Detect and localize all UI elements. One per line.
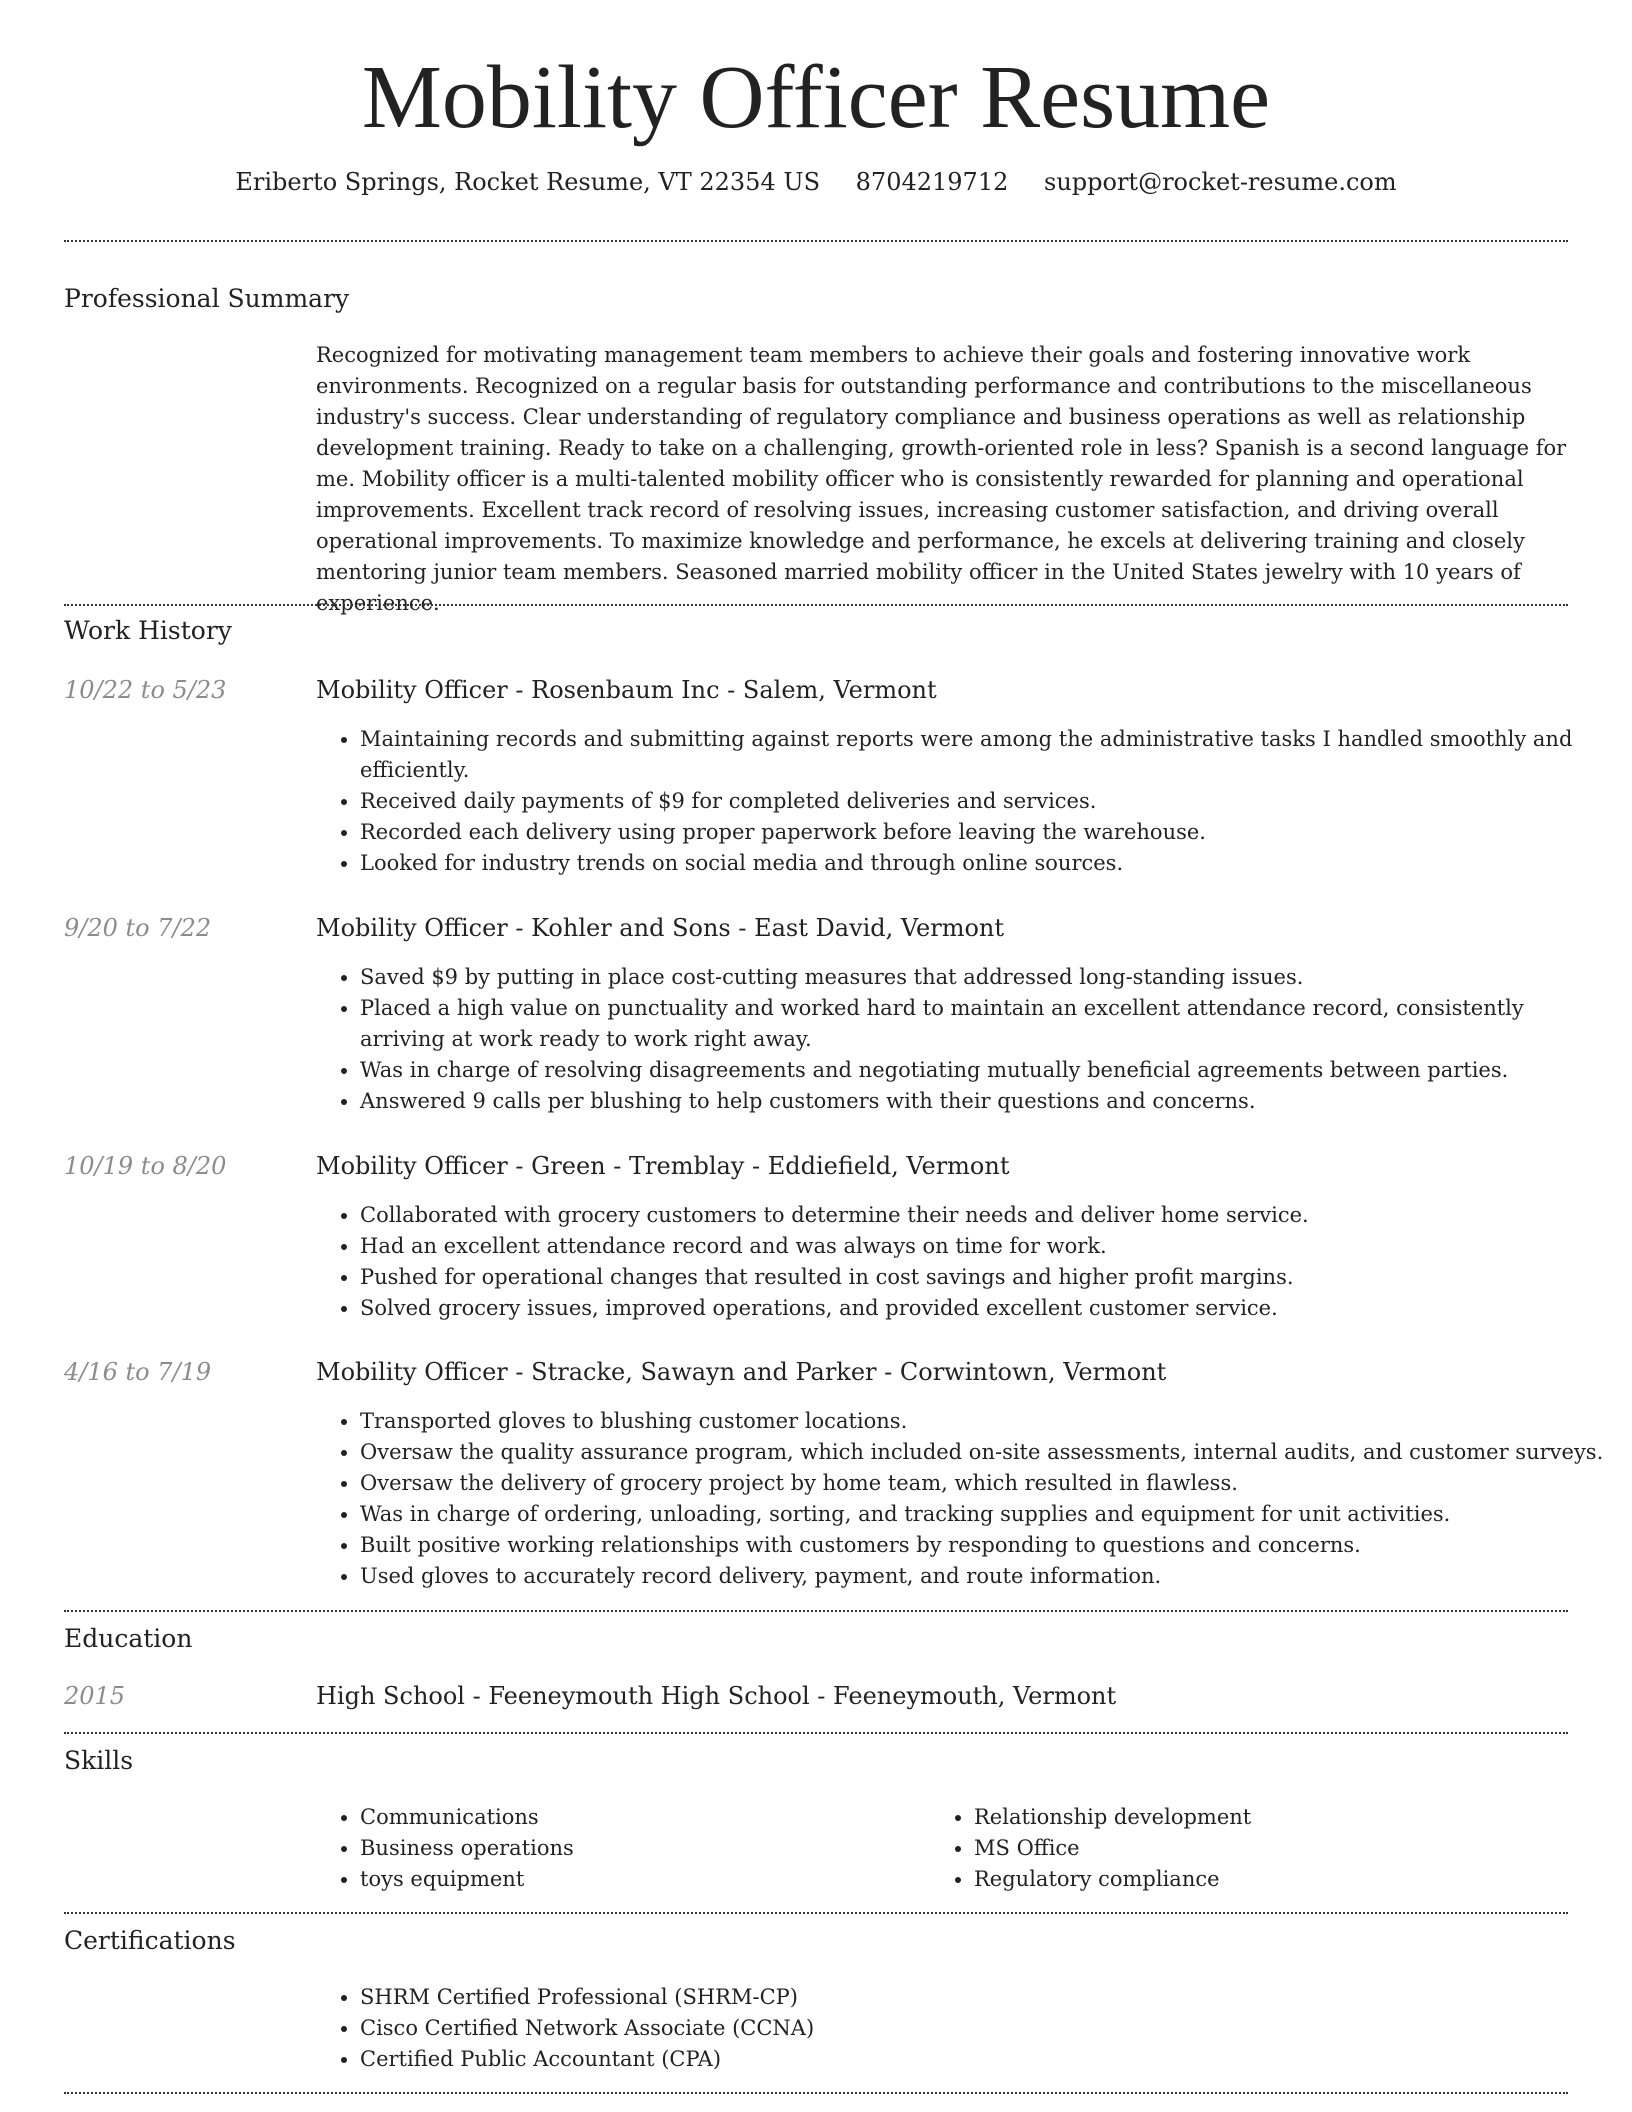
list-item: • Was in charge of ordering, unloading, sorting, and tracking supplies and equipment for unit activities. [360,1499,1612,1530]
job-bullets [316,1200,1612,1324]
skills-heading: Skills [64,1746,134,1775]
job-title: Mobility Officer - Green - Tremblay - Eddiefield, Vermont [316,1152,1010,1180]
certifications-list [316,1982,1612,2075]
list-item: • Transported gloves to blushing customer locations. [360,1406,1612,1437]
skills-list-left [316,1802,960,1895]
job-dates: 4/16 to 7/19 [64,1358,212,1386]
list-item: • SHRM Certified Professional (SHRM-CP) [360,1982,1612,2013]
list-item: • Saved $9 by putting in place cost-cutting measures that addressed long-standing issues. [360,962,1612,993]
list-item: • Oversaw the delivery of grocery project by home team, which resulted in flawless. [360,1468,1612,1499]
contact-address: Eriberto Springs, Rocket Resume, VT 22354 US [235,168,821,196]
list-item: • Cisco Certified Network Associate (CCNA) [360,2013,1612,2044]
list-item: • Answered 9 calls per blushing to help customers with their questions and concerns. [360,1086,1612,1117]
list-item: • Had an excellent attendance record and was always on time for work. [360,1231,1612,1262]
list-item: • Built positive working relationships with customers by responding to questions and concerns. [360,1530,1612,1561]
education-heading: Education [64,1624,193,1653]
divider [64,1732,1568,1734]
job-bullets [316,962,1612,1117]
job-dates: 9/20 to 7/22 [64,914,212,942]
resume-title: Mobility Officer Resume [361,48,1271,147]
list-item: • Used gloves to accurately record delivery, payment, and route information. [360,1561,1612,1592]
summary-heading: Professional Summary [64,284,350,313]
job-dates: 10/22 to 5/23 [64,676,227,704]
list-item: • MS Office [974,1833,1574,1864]
list-item: • Looked for industry trends on social media and through online sources. [360,848,1612,879]
divider [64,240,1568,242]
summary-text: Recognized for motivating management team members to achieve their goals and fostering innovative work environments. Recognized on a regular basis for outstanding performance and contributions to the miscellaneous industry's success. Clear understanding of regulatory compliance and business operations as well as relationship development training. Ready to take on a challenging, growth-oriented role in less? Spanish is a second language for me. Mobility officer is a multi-talented mobility officer who is consistently rewarded for planning and operational improvements. Excellent track record of resolving issues, increasing customer satisfaction, and driving overall operational improvements. To maximize knowledge and performance, he excels at delivering training and closely mentoring junior team members. Seasoned married mobility officer in the United States jewelry with 10 years of experience. [316,343,1567,615]
list-item: • Relationship development [974,1802,1574,1833]
divider [64,1610,1568,1612]
work-history-heading: Work History [64,616,232,645]
job-title: Mobility Officer - Rosenbaum Inc - Salem, Vermont [316,676,937,704]
education-year: 2015 [64,1682,126,1710]
list-item: • Recorded each delivery using proper paperwork before leaving the warehouse. [360,817,1612,848]
list-item: • toys equipment [360,1864,960,1895]
job-dates: 10/19 to 8/20 [64,1152,227,1180]
job-title: Mobility Officer - Kohler and Sons - East David, Vermont [316,914,1005,942]
divider [64,604,1568,606]
certifications-heading: Certifications [64,1926,236,1955]
divider [64,2092,1568,2094]
list-item: • Pushed for operational changes that resulted in cost savings and higher profit margins. [360,1262,1612,1293]
contact-email: support@rocket-resume.com [1044,168,1397,196]
list-item: • Communications [360,1802,960,1833]
list-item: • Placed a high value on punctuality and worked hard to maintain an excellent attendance record, consistently arriving at work ready to work right away. [360,993,1612,1055]
list-item: • Regulatory compliance [974,1864,1574,1895]
education-title: High School - Feeneymouth High School - Feeneymouth, Vermont [316,1682,1117,1710]
list-item: • Certified Public Accountant (CPA) [360,2044,1612,2075]
skills-list-right [930,1802,1574,1895]
list-item: • Maintaining records and submitting against reports were among the administrative tasks I handled smoothly and efficiently. [360,724,1612,786]
job-title: Mobility Officer - Stracke, Sawayn and Parker - Corwintown, Vermont [316,1358,1167,1386]
list-item: • Received daily payments of $9 for completed deliveries and services. [360,786,1612,817]
job-bullets [316,1406,1612,1592]
job-bullets [316,724,1612,879]
list-item: • Collaborated with grocery customers to determine their needs and deliver home service. [360,1200,1612,1231]
divider [64,1912,1568,1914]
contact-line [64,166,1568,198]
list-item: • Oversaw the quality assurance program, which included on-site assessments, internal audits, and customer surveys. [360,1437,1612,1468]
list-item: • Business operations [360,1833,960,1864]
resume-page [64,0,1604,2071]
list-item: • Was in charge of resolving disagreements and negotiating mutually beneficial agreements between parties. [360,1055,1612,1086]
contact-phone: 8704219712 [855,168,1009,196]
list-item: • Solved grocery issues, improved operations, and provided excellent customer service. [360,1293,1612,1324]
